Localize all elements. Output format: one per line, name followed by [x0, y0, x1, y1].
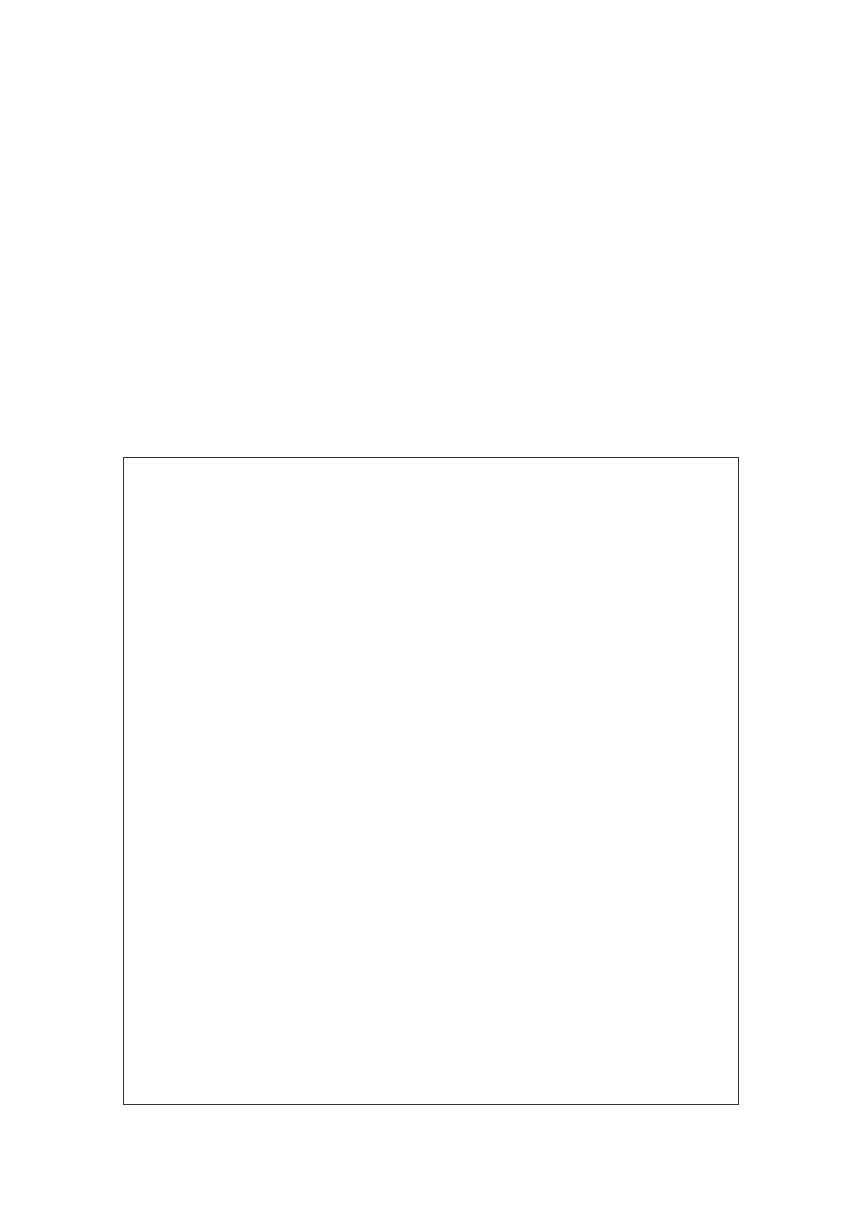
- excerpt-title: [131, 460, 735, 481]
- excerpt-author: [131, 481, 735, 502]
- excerpt-box: [123, 457, 739, 1105]
- excerpt-content: [131, 460, 735, 503]
